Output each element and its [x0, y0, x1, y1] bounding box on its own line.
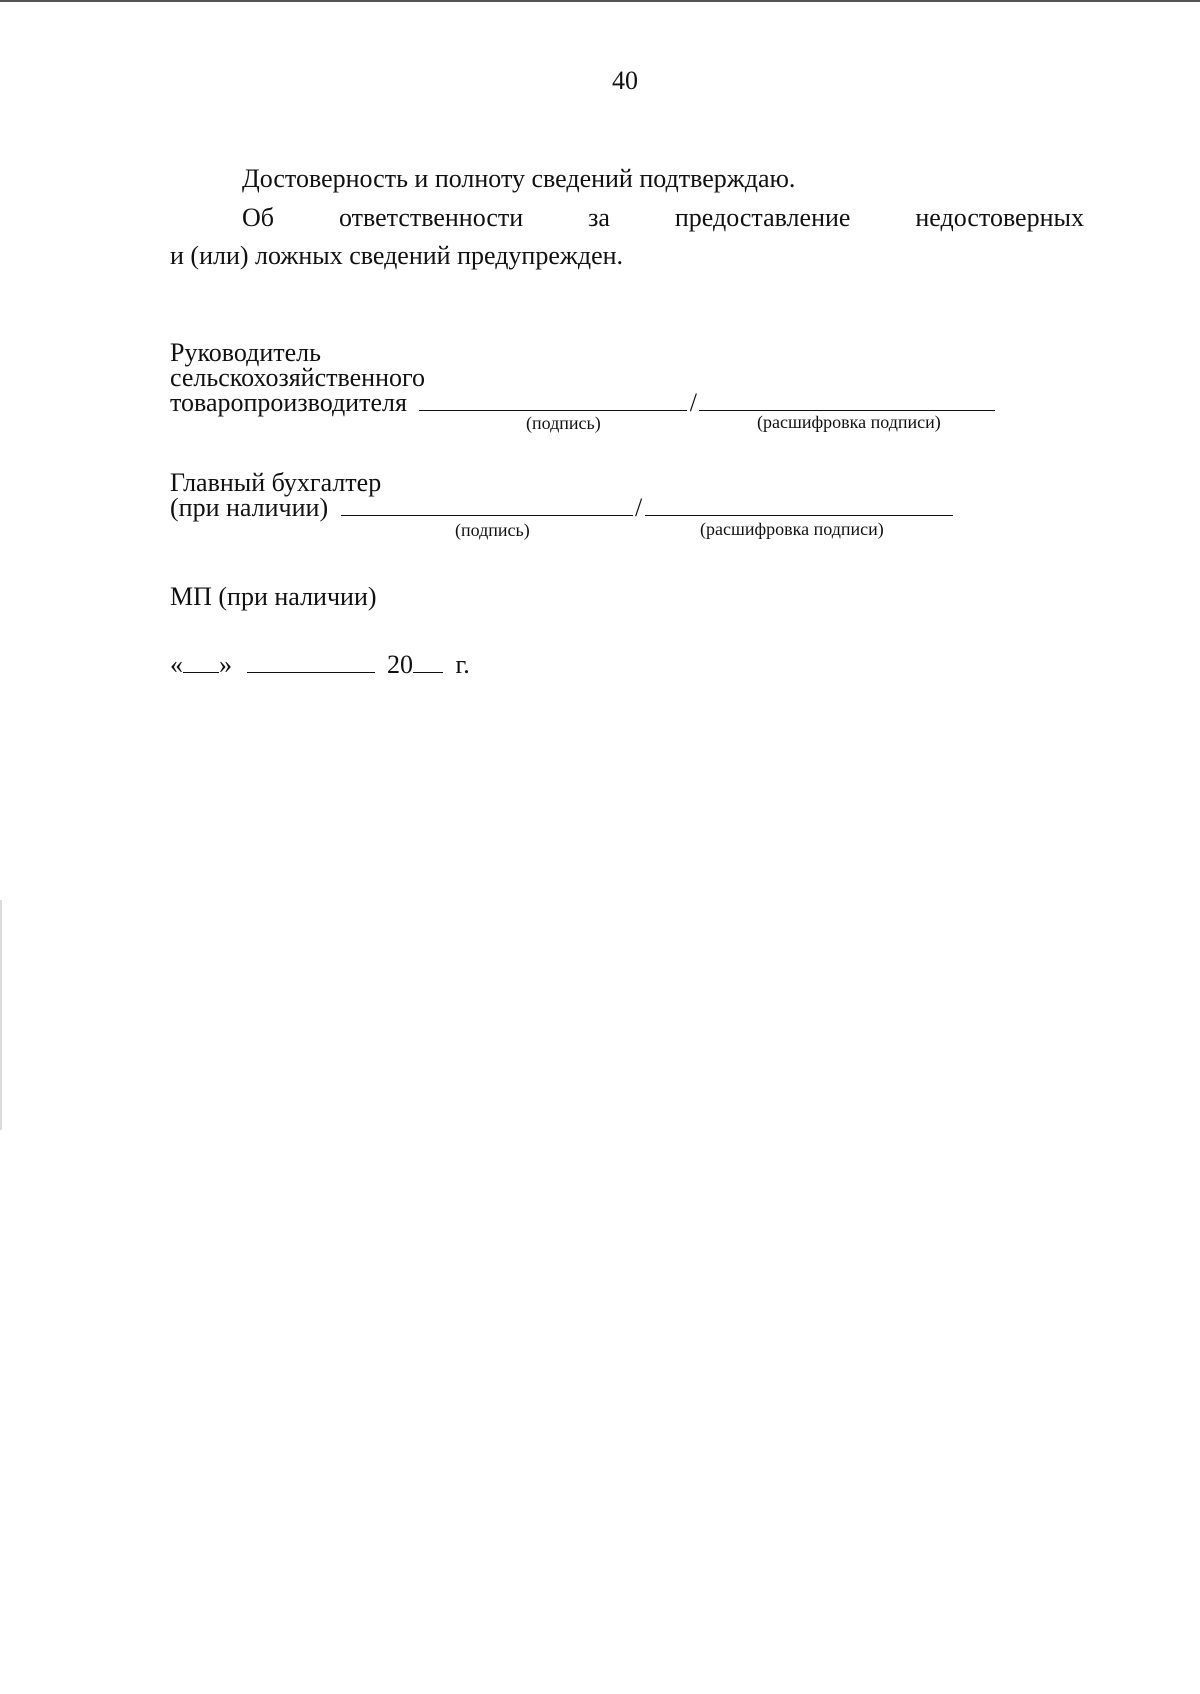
date-open-quote: «	[170, 650, 183, 679]
manager-signature-block	[170, 340, 995, 415]
responsibility-paragraph-line-1	[242, 199, 1084, 237]
responsibility-paragraph-line-2: и (или) ложных сведений предупрежден.	[170, 241, 624, 270]
date-day-field[interactable]	[183, 652, 219, 673]
accountant-title-line-2-text: (при наличии)	[170, 493, 329, 522]
accountant-signature-field[interactable]	[341, 495, 633, 516]
accountant-signature-caption: (подпись)	[455, 520, 530, 540]
date-line	[170, 650, 470, 680]
date-month-field[interactable]	[247, 652, 375, 673]
manager-signature-caption: (подпись)	[526, 413, 601, 433]
page-top-edge	[0, 0, 1200, 2]
responsibility-word: Об	[242, 203, 275, 232]
manager-title-line-1: Руководитель	[170, 338, 321, 367]
date-year-suffix: г.	[455, 650, 470, 679]
responsibility-word: недостоверных	[915, 203, 1084, 232]
date-close-quote: »	[219, 650, 232, 679]
accountant-slash: /	[635, 493, 643, 522]
manager-slash: /	[689, 388, 698, 417]
manager-signature-decoding-field[interactable]	[699, 390, 995, 411]
accountant-title-line-1: Главный бухгалтер	[170, 468, 382, 497]
accountant-signature-decoding-field[interactable]	[645, 495, 953, 516]
scan-margin-mark	[0, 900, 2, 1130]
stamp-label: МП (при наличии)	[170, 582, 377, 611]
manager-title-line-3-text: товаропроизводителя	[170, 388, 407, 417]
page-number: 40	[612, 66, 638, 95]
accountant-title-line-2	[170, 495, 953, 520]
confirmation-paragraph: Достоверность и полноту сведений подтверждаю.	[242, 164, 796, 193]
responsibility-word: ответственности	[338, 203, 524, 232]
accountant-decoding-caption: (расшифровка подписи)	[700, 519, 884, 539]
responsibility-word: предоставление	[674, 203, 851, 232]
date-year-prefix: 20	[387, 650, 413, 679]
manager-decoding-caption: (расшифровка подписи)	[757, 412, 941, 432]
date-year-field[interactable]	[413, 652, 443, 673]
responsibility-word: за	[588, 203, 610, 232]
manager-title-line-2: сельскохозяйственного	[170, 363, 425, 392]
manager-signature-field[interactable]	[419, 390, 687, 411]
accountant-signature-block	[170, 470, 953, 520]
